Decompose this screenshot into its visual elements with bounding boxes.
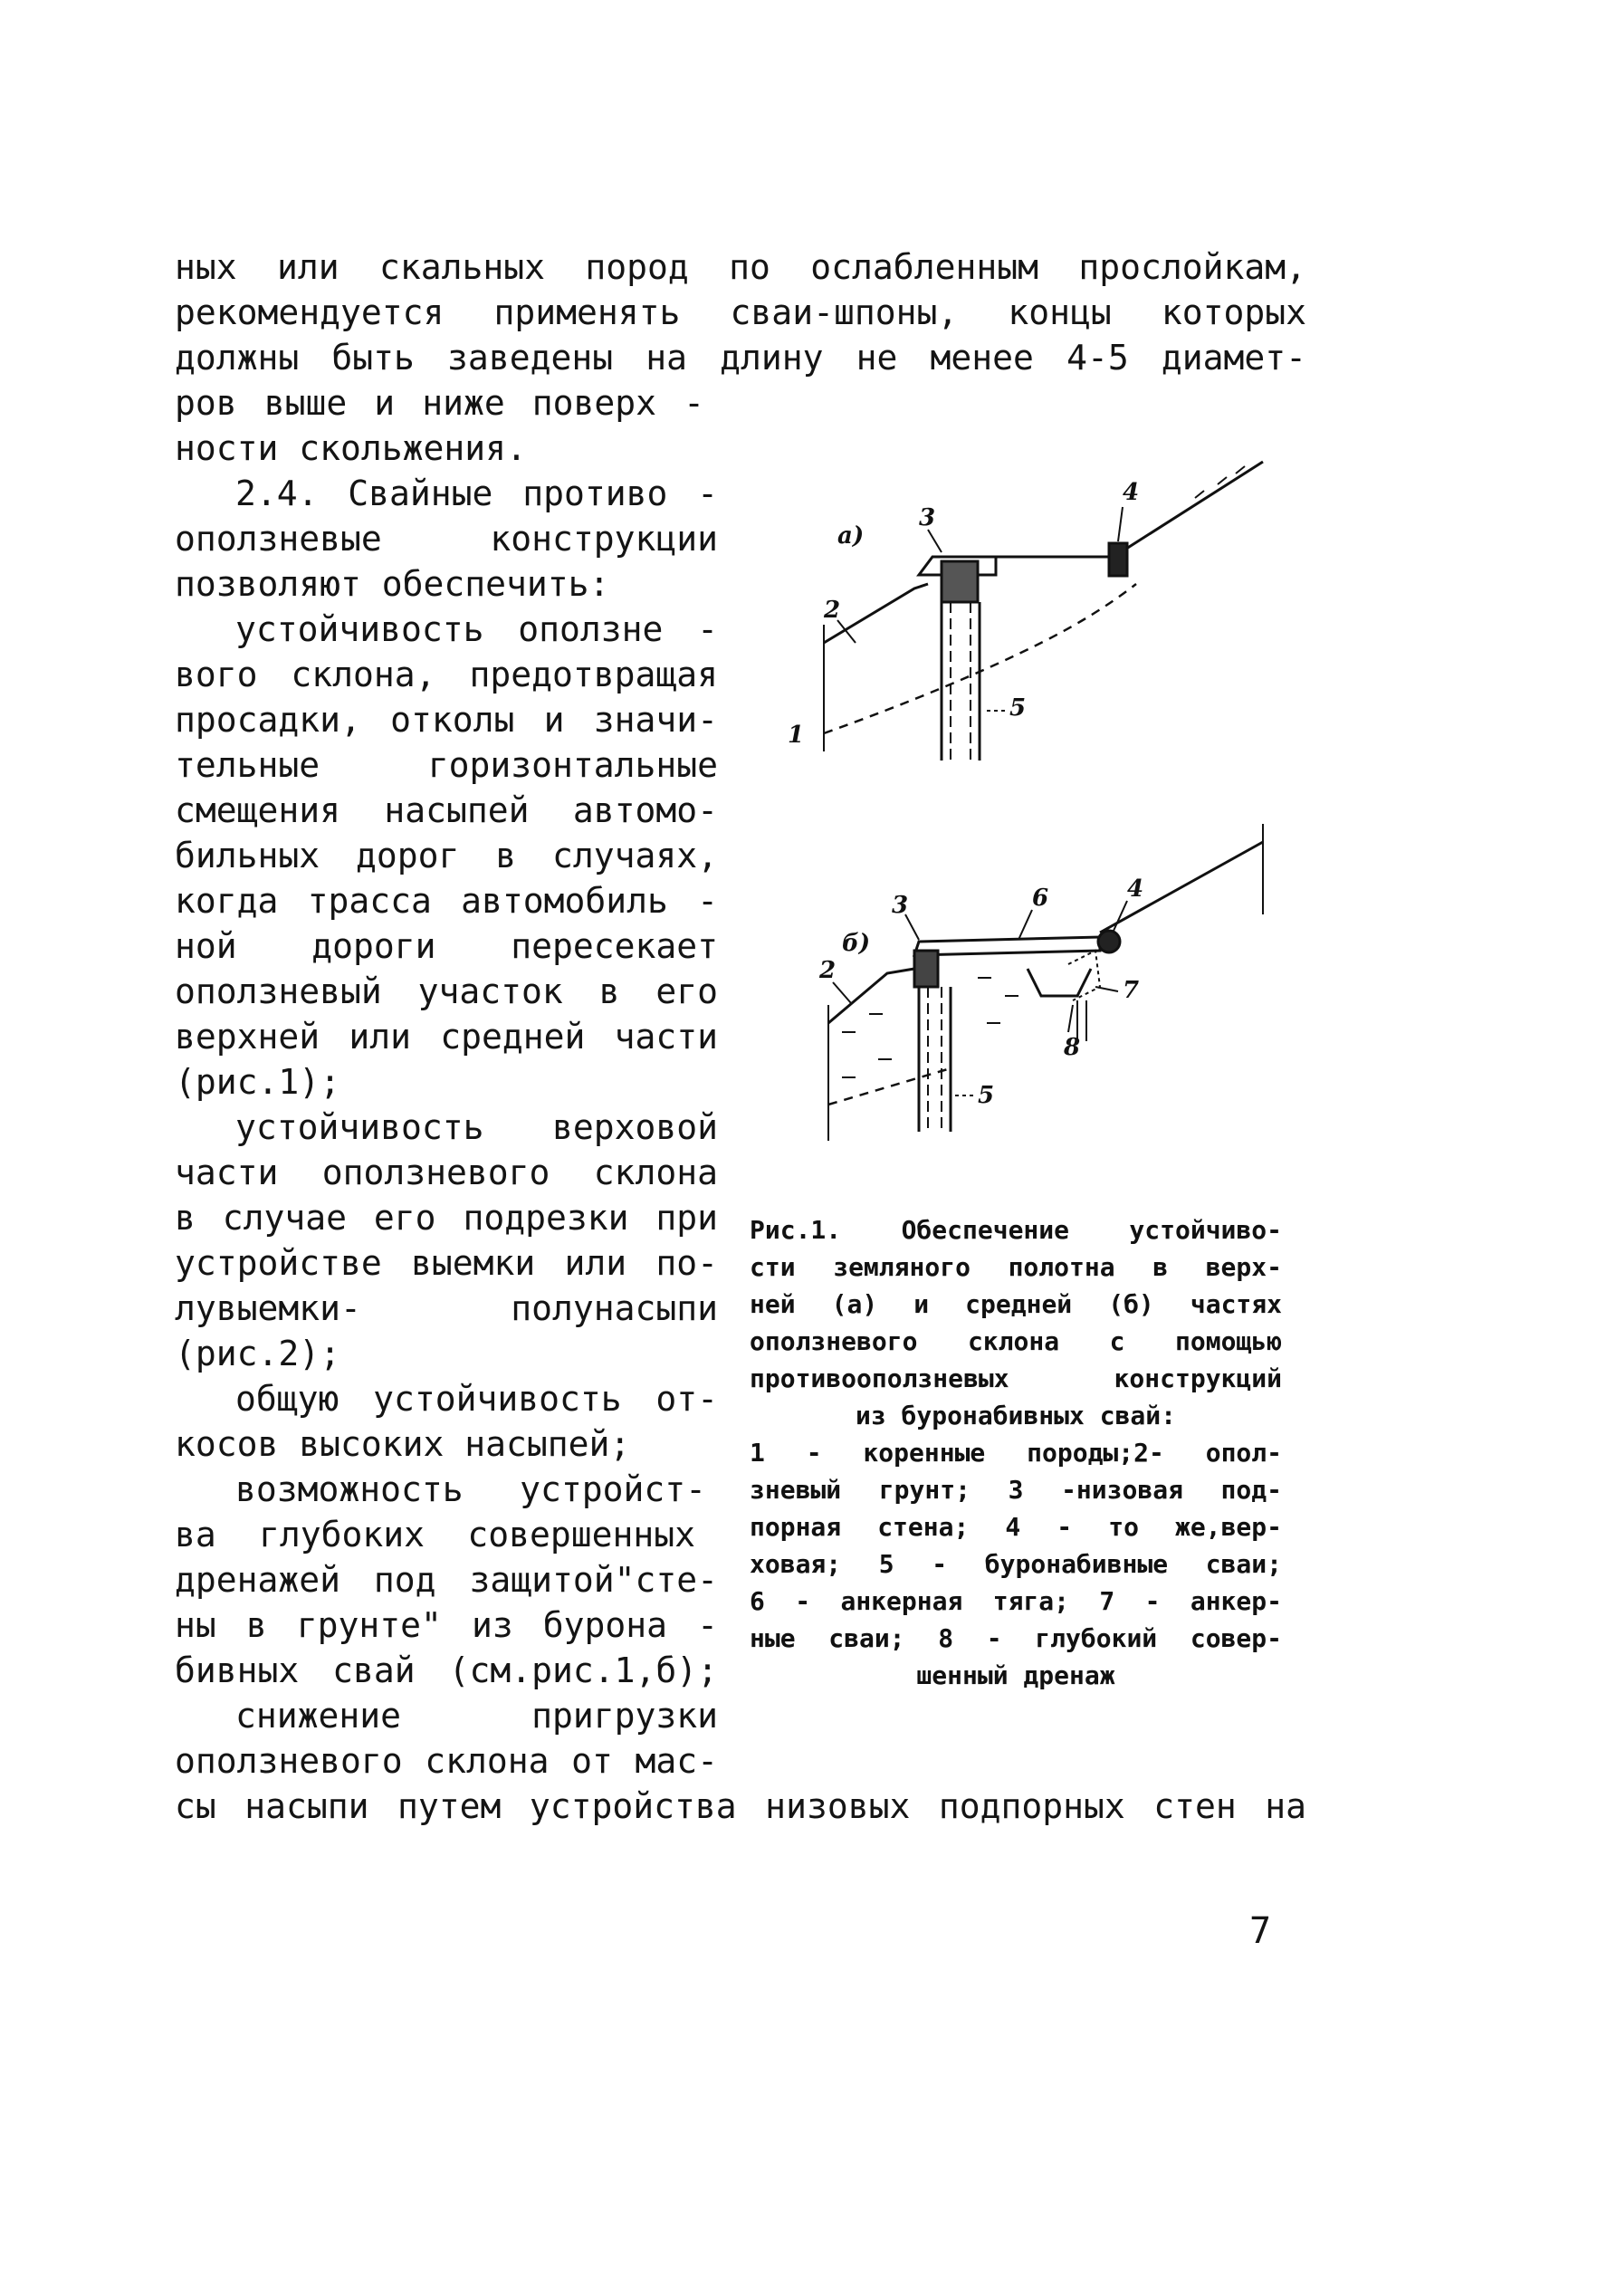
fig-num: 2 <box>824 597 841 624</box>
caption-line: шенный дренаж <box>916 1660 1115 1690</box>
text-line: смещения насыпей автомо- <box>175 790 718 830</box>
fig-num: 4 <box>1123 479 1140 506</box>
text-line: верхней или средней части <box>175 1017 718 1057</box>
page-number: 7 <box>1249 1910 1272 1952</box>
text-line: части оползневого склона <box>175 1153 718 1192</box>
caption-line: 6 - анкерная тяга; 7 - анкер- <box>750 1586 1282 1616</box>
fig-num: 6 <box>1032 885 1049 912</box>
text-line: возможность устройст- <box>235 1469 706 1509</box>
caption-line: противооползневых конструкций <box>750 1363 1282 1393</box>
caption-line: сти земляного полотна в верх- <box>750 1252 1282 1282</box>
figure-pile-structures <box>770 444 1313 1168</box>
text-line: позволяют обеспечить: <box>175 564 610 604</box>
text-line: ной дороги пересекает <box>175 926 718 966</box>
text-line: сы насыпи путем устройства низовых подпорных стен на <box>175 1786 1306 1826</box>
caption-line: ней (а) и средней (б) частях <box>750 1289 1282 1319</box>
text-line: оползневый участок в его <box>175 971 718 1011</box>
caption-line: 1 - коренные породы;2- опол- <box>750 1438 1282 1468</box>
text-line: бильных дорог в случаях, <box>175 836 718 875</box>
figure-caption <box>750 1211 1282 1694</box>
text-line: общую устойчивость от- <box>235 1379 718 1419</box>
caption-line: зневый грунт; 3 -низовая под- <box>750 1475 1282 1505</box>
fig-num: 3 <box>919 504 936 531</box>
text-line: должны быть заведены на длину не менее 4-5 диамет- <box>175 338 1306 378</box>
fig-num: 5 <box>978 1082 995 1109</box>
caption-line: оползневого склона с помощью <box>750 1326 1282 1356</box>
text-line: снижение пригрузки <box>235 1696 718 1736</box>
fig-num: 2 <box>819 957 837 984</box>
text-line: оползневого склона от мас- <box>175 1741 718 1781</box>
text-line: оползневые конструкции <box>175 519 718 559</box>
text-line: тельные горизонтальные <box>175 745 718 785</box>
text-line: (рис.2); <box>175 1334 341 1373</box>
fig-num: 7 <box>1123 977 1140 1004</box>
text-line: бивных свай (см.рис.1,б); <box>175 1650 718 1690</box>
diagram-b <box>828 824 1263 1141</box>
text-line: ных или скальных пород по ослабленным прослойкам, <box>175 247 1306 287</box>
figure-drawing <box>770 444 1313 1168</box>
caption-line: Рис.1. Обеспечение устойчиво- <box>750 1215 1282 1245</box>
caption-line: ховая; 5 - буронабивные сваи; <box>750 1549 1282 1579</box>
diagram-a <box>824 462 1263 761</box>
text-line: ров выше и ниже поверх - <box>175 383 704 423</box>
caption-line: из буронабивных свай: <box>855 1401 1176 1430</box>
text-line: ности скольжения. <box>175 428 527 468</box>
text-line: ва глубоких совершенных <box>175 1515 695 1555</box>
text-line: устойчивость оползне - <box>235 609 718 649</box>
text-line: вого склона, предотвращая <box>175 655 718 694</box>
text-line: устойчивость верховой <box>235 1107 718 1147</box>
text-line: когда трасса автомобиль - <box>175 881 718 921</box>
fig-num: 5 <box>1009 694 1027 722</box>
fig-num: 3 <box>892 892 909 919</box>
fig-label-b: б) <box>842 930 871 957</box>
fig-label-a: а) <box>837 522 865 550</box>
fig-num: 8 <box>1064 1034 1081 1061</box>
text-line: (рис.1); <box>175 1062 341 1102</box>
text-line: рекомендуется применять сваи-шпоны, концы которых <box>175 292 1306 332</box>
fig-num: 1 <box>788 722 805 749</box>
caption-line: порная стена; 4 - то же,вер- <box>750 1512 1282 1542</box>
text-line: косов высоких насыпей; <box>175 1424 631 1464</box>
text-line: лувыемки- полунасыпи <box>175 1288 718 1328</box>
text-line: дренажей под защитой"сте- <box>175 1560 718 1600</box>
section-heading: 2.4. Свайные противо - <box>235 474 718 513</box>
fig-num: 4 <box>1127 875 1144 903</box>
caption-line: ные сваи; 8 - глубокий совер- <box>750 1623 1282 1653</box>
text-line: ны в грунте" из бурона - <box>175 1605 718 1645</box>
text-line: просадки, отколы и значи- <box>175 700 718 740</box>
text-line: устройстве выемки или по- <box>175 1243 718 1283</box>
text-line: в случае его подрезки при <box>175 1198 718 1238</box>
